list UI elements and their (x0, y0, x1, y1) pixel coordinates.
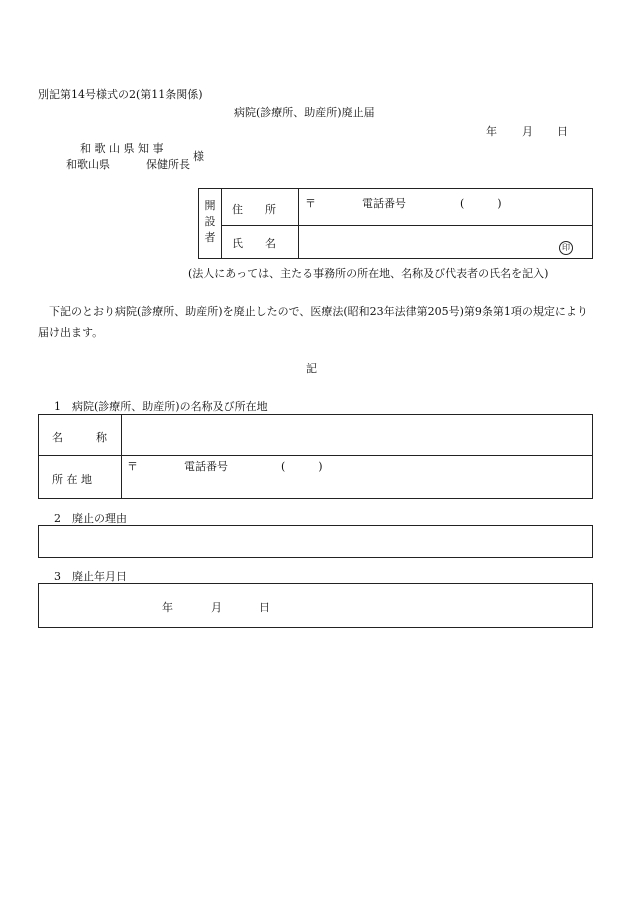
section3-heading: 3 廃止年月日 (54, 570, 127, 583)
founder-divider-1 (221, 188, 222, 259)
founder-phone-paren: ( ) (460, 197, 502, 210)
section1-col-divider (121, 414, 122, 499)
seal-mark: 印 (559, 241, 573, 255)
section1-location-label: 所 在 地 (52, 473, 92, 486)
abolition-year-label: 年 (162, 601, 173, 614)
date-month-label: 月 (522, 125, 533, 138)
founder-postal-mark: 〒 (305, 197, 316, 210)
date-year-label: 年 (486, 125, 497, 138)
founder-label-char-1: 開 (204, 199, 216, 212)
founder-label-char-3: 者 (204, 231, 216, 244)
section1-postal-mark: 〒 (127, 460, 138, 473)
abolition-date-box (38, 583, 593, 628)
abolition-month-label: 月 (211, 601, 222, 614)
founder-divider-2 (298, 188, 299, 259)
addressee-health-center-chief: 保健所長 (146, 158, 190, 171)
founder-address-label: 住 所 (232, 203, 276, 216)
section1-phone-paren: ( ) (281, 460, 323, 473)
form-id: 別記第14号様式の2(第11条関係) (38, 88, 203, 101)
addressee-governor: 和 歌 山 県 知 事 (80, 142, 164, 155)
section1-name-label: 名 称 (52, 431, 107, 444)
date-day-label: 日 (557, 125, 568, 138)
founder-row-divider (221, 225, 593, 226)
notification-text: 下記のとおり病院(診療所、助産所)を廃止したので、医療法(昭和23年法律第205号)第9条第1項の規定により届け出ます。 (38, 305, 588, 339)
form-title: 病院(診療所、助産所)廃止届 (234, 106, 375, 119)
abolition-day-label: 日 (259, 601, 270, 614)
section1-heading: 1 病院(診療所、助産所)の名称及び所在地 (54, 400, 268, 413)
corporation-note: (法人にあっては、主たる事務所の所在地、名称及び代表者の氏名を記入) (188, 267, 549, 280)
addressee-honorific: 様 (193, 150, 204, 163)
addressee-prefecture: 和歌山県 (66, 158, 110, 171)
section1-phone-label: 電話番号 (184, 460, 228, 473)
ki-heading: 記 (306, 362, 317, 375)
section1-row-divider (38, 455, 593, 456)
abolition-reason-box (38, 525, 593, 558)
section2-heading: 2 廃止の理由 (54, 512, 127, 525)
founder-phone-label: 電話番号 (362, 197, 406, 210)
founder-label-char-2: 設 (204, 215, 216, 228)
founder-name-label: 氏 名 (232, 237, 276, 250)
